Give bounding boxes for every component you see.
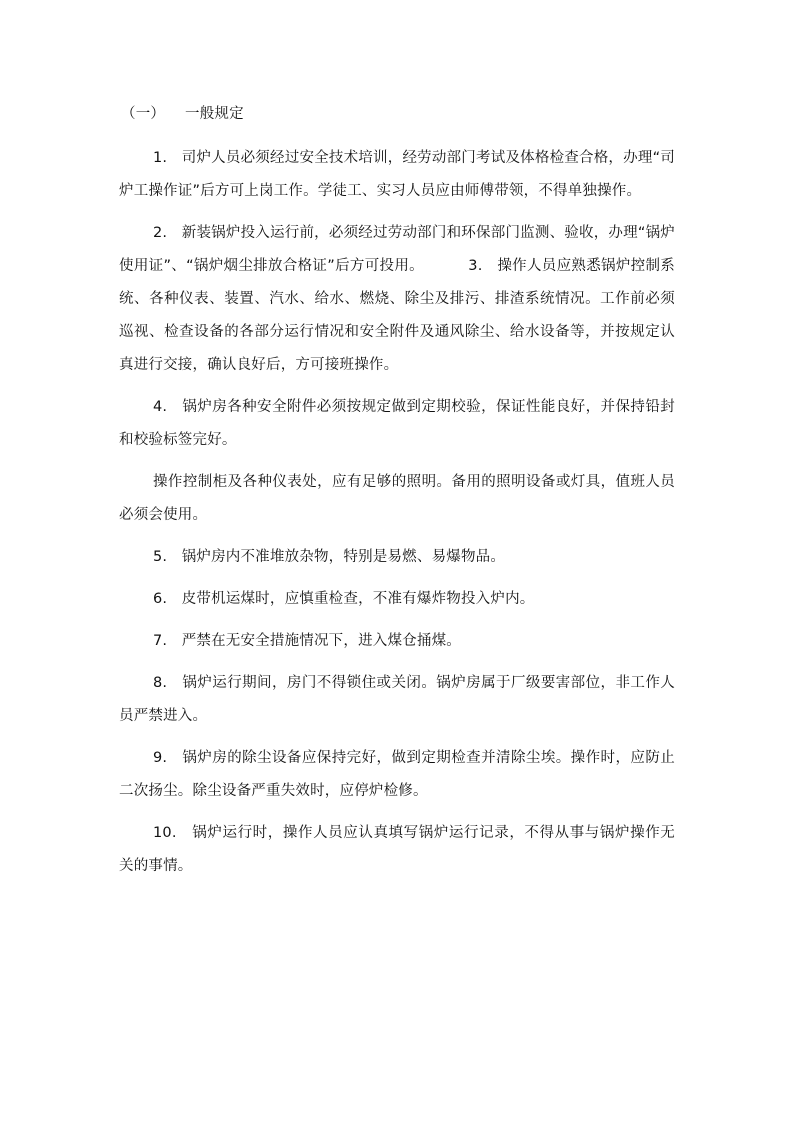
rule-item-7 xyxy=(119,625,675,658)
rule-item-lighting xyxy=(119,466,675,532)
rule-text: 皮带机运煤时，应慎重检查，不准有爆炸物投入炉内。 xyxy=(181,591,535,607)
section-heading xyxy=(119,98,675,131)
rule-text: 操作控制柜及各种仪表处，应有足够的照明。备用的照明设备或灯具，值班人员必须会使用。 xyxy=(119,474,675,523)
rule-text: 锅炉房各种安全附件必须按规定做到定期校验，保证性能良好，并保持铅封和校验标签完好。 xyxy=(119,399,675,448)
rule-text: 锅炉运行期间，房门不得锁住或关闭。锅炉房属于厂级要害部位，非工作人员严禁进入。 xyxy=(119,675,675,724)
rule-item-1 xyxy=(119,142,675,208)
rule-text: 操作人员应熟悉锅炉控制系统、各种仪表、装置、汽水、给水、燃烧、除尘及排污、排渣系统情况。工作前必须巡视、检查设备的各部分运行情况和安全附件及通风除尘、给水设备等，并按规定认真进行交接，确认良好后，方可接班操作。 xyxy=(119,258,675,373)
rule-number: 6. xyxy=(153,591,168,607)
rule-item-4 xyxy=(119,391,675,457)
rule-number: 8. xyxy=(153,675,168,691)
section-title: 一般规定 xyxy=(185,106,244,122)
rule-number: 5. xyxy=(153,549,168,565)
rule-item-5 xyxy=(119,541,675,574)
rule-number: 4. xyxy=(153,399,168,415)
section-number: （一） xyxy=(121,106,166,122)
rule-number: 2. xyxy=(153,225,168,241)
rule-item-6 xyxy=(119,583,675,616)
rule-text: 锅炉房的除尘设备应保持完好，做到定期检查并清除尘埃。操作时，应防止二次扬尘。除尘设备严重失效时，应停炉检修。 xyxy=(119,750,675,799)
rule-text: 新装锅炉投入运行前，必须经过劳动部门和环保部门监测、验收，办理“锅炉使用证”、“锅炉烟尘排放合格证”后方可投用。 xyxy=(119,225,676,274)
rule-number: 10. xyxy=(153,825,177,841)
rule-item-10 xyxy=(119,817,675,883)
rule-item-9 xyxy=(119,742,675,808)
rule-number: 1. xyxy=(153,150,168,166)
document-body xyxy=(119,98,675,883)
rule-item-8 xyxy=(119,667,675,733)
rule-text: 司炉人员必须经过安全技术培训，经劳动部门考试及体格检查合格，办理“司炉工操作证”后方可上岗工作。学徒工、实习人员应由师傅带领，不得单独操作。 xyxy=(119,150,676,199)
rule-text: 锅炉运行时，操作人员应认真填写锅炉运行记录，不得从事与锅炉操作无关的事情。 xyxy=(119,825,675,874)
rule-text: 严禁在无安全措施情况下，进入煤仓捅煤。 xyxy=(181,633,461,649)
rule-text: 锅炉房内不准堆放杂物，特别是易燃、易爆物品。 xyxy=(181,549,506,565)
rule-number: 7. xyxy=(153,633,168,649)
rule-item-2-and-3 xyxy=(119,217,675,382)
rule-number: 9. xyxy=(153,750,168,766)
rule-number: 3. xyxy=(468,258,483,274)
